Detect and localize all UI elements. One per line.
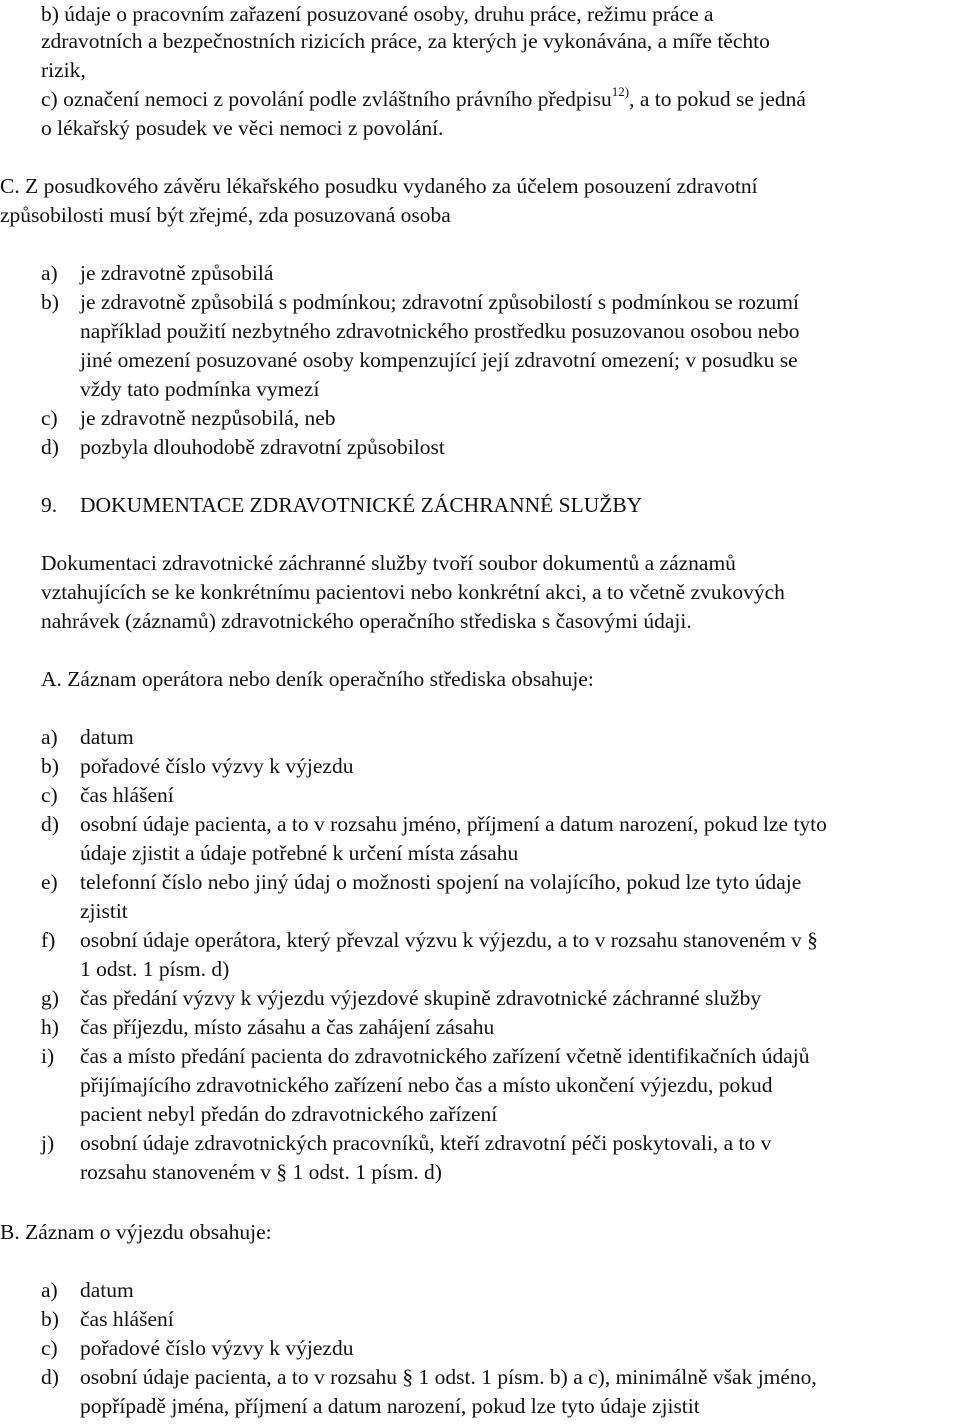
list-item-label: d): [41, 1365, 59, 1389]
list-item-label: g): [41, 986, 59, 1010]
list-item-text: pořadové číslo výzvy k výjezdu: [80, 754, 354, 778]
list-item-label: b): [41, 1307, 59, 1331]
list-item-text: čas příjezdu, místo zásahu a čas zahájení zásahu: [80, 1015, 495, 1039]
list-item-label: d): [41, 435, 59, 459]
list-item-text: pořadové číslo výzvy k výjezdu: [80, 1336, 354, 1360]
list-item-label: i): [41, 1044, 55, 1068]
section-a-heading: A. Záznam operátora nebo deník operačního střediska obsahuje:: [41, 667, 594, 691]
section-c-heading: způsobilosti musí být zřejmé, zda posuzovaná osoba: [0, 203, 451, 227]
list-item-text: 1 odst. 1 písm. d): [80, 957, 230, 981]
intro-line: b) údaje o pracovním zařazení posuzované osoby, druhu práce, režimu práce a: [41, 2, 714, 26]
list-item-label: d): [41, 812, 59, 836]
list-item-text: jiné omezení posuzované osoby kompenzující její zdravotní omezení; v posudku se: [80, 348, 798, 372]
intro-line-text: c) označení nemoci z povolání podle zvláštního právního předpisu: [41, 87, 612, 111]
list-item-label: a): [41, 261, 58, 285]
list-item-text: čas hlášení: [80, 1307, 174, 1331]
list-item-label: a): [41, 725, 58, 749]
list-item-text: datum: [80, 725, 134, 749]
list-item-text: čas předání výzvy k výjezdu výjezdové skupině zdravotnické záchranné služby: [80, 986, 762, 1010]
list-item-text: je zdravotně způsobilá s podmínkou; zdravotní způsobilostí s podmínkou se rozumí: [80, 290, 799, 314]
list-item-text: je zdravotně způsobilá: [80, 261, 274, 285]
list-item-text: osobní údaje zdravotnických pracovníků, kteří zdravotní péči poskytovali, a to v: [80, 1131, 772, 1155]
list-item-text: osobní údaje operátora, který převzal výzvu k výjezdu, a to v rozsahu stanoveném v §: [80, 928, 818, 952]
list-item-label: c): [41, 1336, 58, 1360]
section-c-heading: C. Z posudkového závěru lékařského posudku vydaného za účelem posouzení zdravotní: [0, 174, 758, 198]
list-item-label: b): [41, 290, 59, 314]
section-b-heading: B. Záznam o výjezdu obsahuje:: [0, 1220, 272, 1244]
list-item-label: j): [41, 1131, 55, 1155]
list-item-text: údaje zjistit a údaje potřebné k určení místa zásahu: [80, 841, 519, 865]
list-item-text: datum: [80, 1278, 134, 1302]
list-item-text: čas a místo předání pacienta do zdravotnického zařízení včetně identifikačních údajů: [80, 1044, 810, 1068]
list-item-text: například použití nezbytného zdravotnického prostředku posuzovanou osobou nebo: [80, 319, 800, 343]
intro-line: rizik,: [41, 58, 86, 82]
list-item-text: vždy tato podmínka vymezí: [80, 377, 320, 401]
list-item-text: je zdravotně nezpůsobilá, neb: [80, 406, 336, 430]
list-item-text: přijímajícího zdravotnického zařízení nebo čas a místo ukončení výjezdu, pokud: [80, 1073, 773, 1097]
list-item-text: pozbyla dlouhodobě zdravotní způsobilost: [80, 435, 445, 459]
section-title: DOKUMENTACE ZDRAVOTNICKÉ ZÁCHRANNÉ SLUŽBY: [80, 493, 643, 517]
list-item-label: b): [41, 754, 59, 778]
list-item-label: h): [41, 1015, 59, 1039]
list-item-label: c): [41, 783, 58, 807]
list-item-text: zjistit: [80, 899, 128, 923]
list-item-text: pacient nebyl předán do zdravotnického zařízení: [80, 1102, 498, 1126]
list-item-text: rozsahu stanoveném v § 1 odst. 1 písm. d): [80, 1160, 442, 1184]
footnote-reference: 12): [611, 83, 630, 99]
list-item-text: popřípadě jména, příjmení a datum narození, pokud lze tyto údaje zjistit: [80, 1394, 700, 1418]
list-item-text: čas hlášení: [80, 783, 174, 807]
section-number: 9.: [41, 493, 58, 517]
intro-line: o lékařský posudek ve věci nemoci z povolání.: [41, 116, 444, 140]
list-item-label: e): [41, 870, 58, 894]
list-item-label: f): [41, 928, 56, 952]
paragraph-line: Dokumentaci zdravotnické záchranné služby tvoří soubor dokumentů a záznamů: [41, 551, 736, 575]
paragraph-line: nahrávek (záznamů) zdravotnického operačního střediska s časovými údaji.: [41, 609, 692, 633]
list-item-label: c): [41, 406, 58, 430]
list-item-label: a): [41, 1278, 58, 1302]
intro-line: zdravotních a bezpečnostních rizicích práce, za kterých je vykonávána, a míře těchto: [41, 29, 770, 53]
list-item-text: osobní údaje pacienta, a to v rozsahu jméno, příjmení a datum narození, pokud lze tyto: [80, 812, 827, 836]
paragraph-line: vztahujících se ke konkrétnímu pacientovi nebo konkrétní akci, a to včetně zvukových: [41, 580, 785, 604]
list-item-text: osobní údaje pacienta, a to v rozsahu § 1 odst. 1 písm. b) a c), minimálně však jméno,: [80, 1365, 817, 1389]
list-item-text: telefonní číslo nebo jiný údaj o možnosti spojení na volajícího, pokud lze tyto údaje: [80, 870, 802, 894]
intro-line-text: , a to pokud se jedná: [629, 87, 806, 111]
intro-line: [41, 85, 806, 114]
